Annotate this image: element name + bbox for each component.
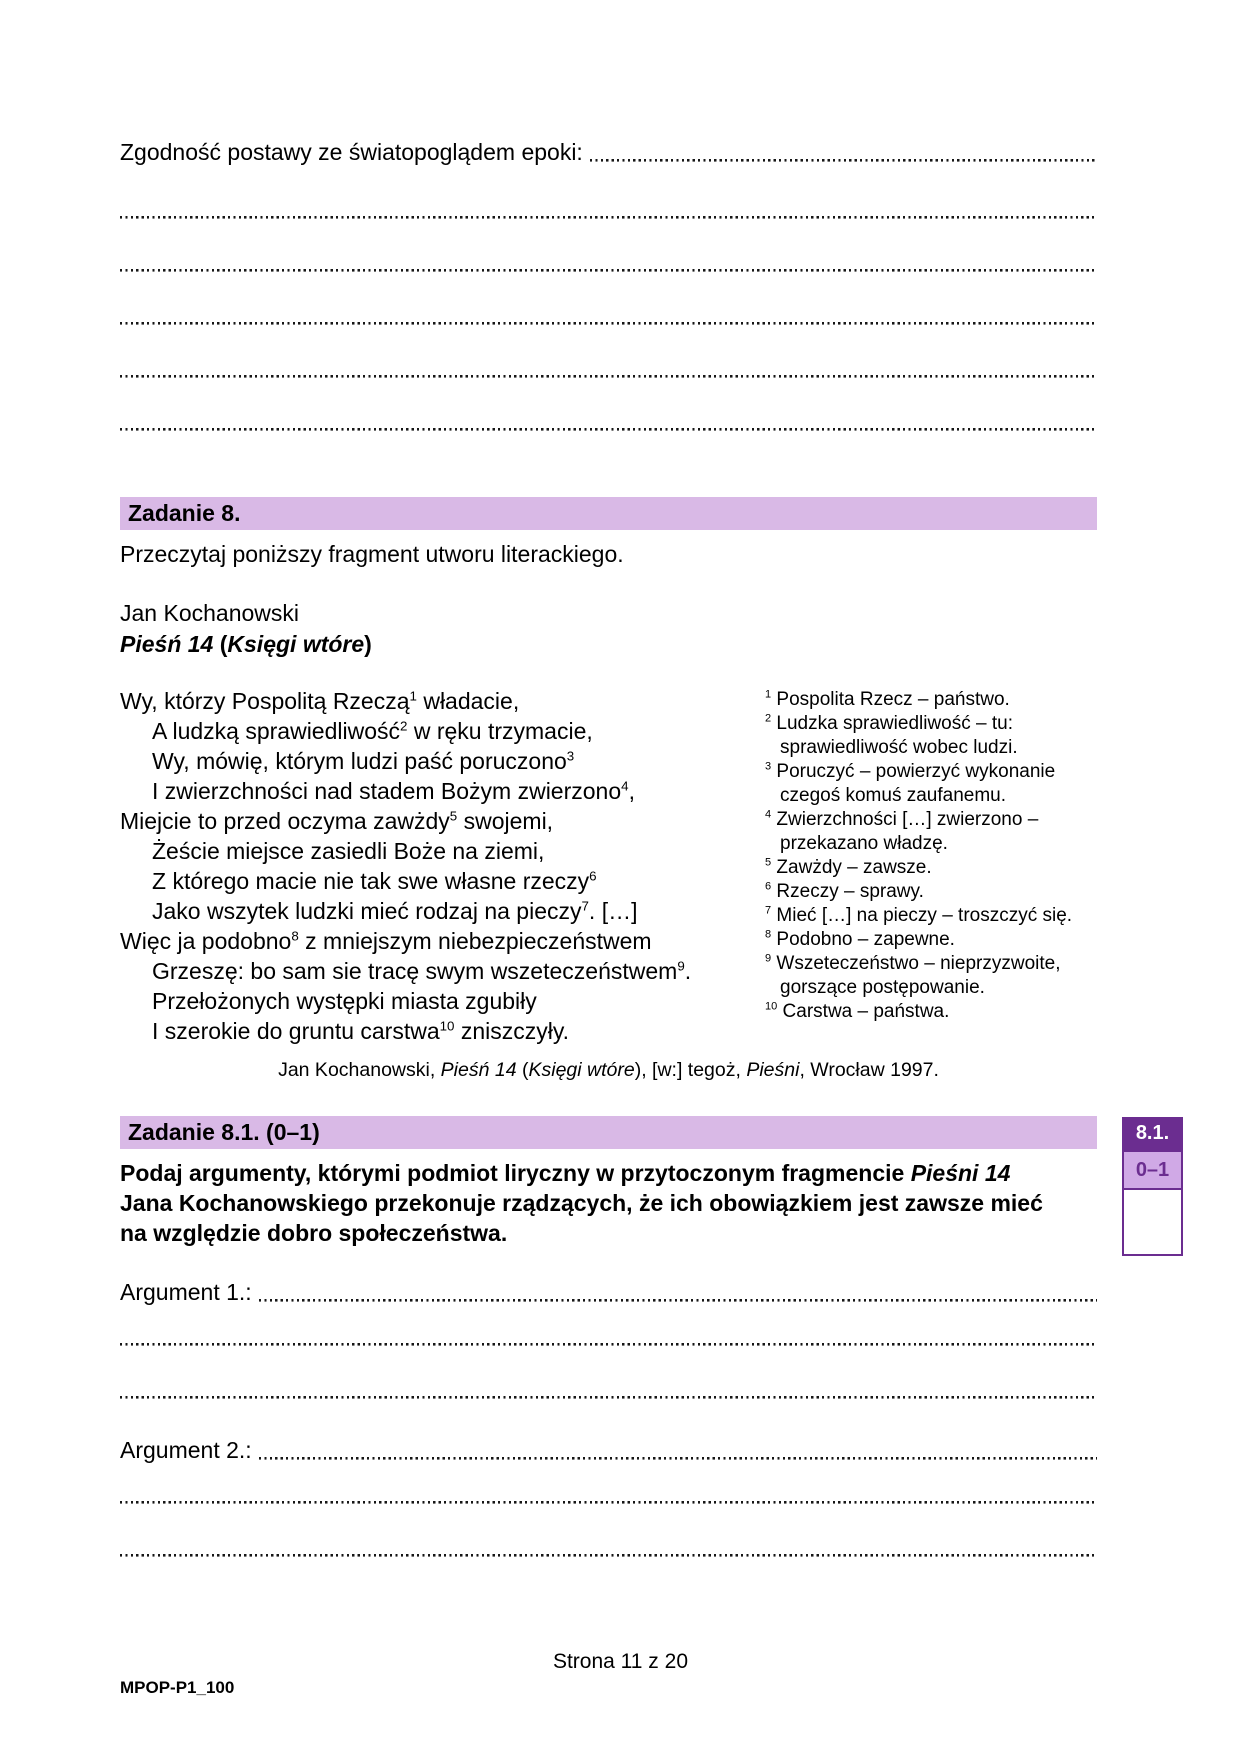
previous-task-answer-label-line — [120, 138, 1097, 166]
poem-line: A ludzką sprawiedliwość$^2$ w ręku trzymacie, — [152, 718, 593, 744]
task-8-header: Zadanie 8. — [120, 497, 1097, 530]
footnote-item: $^1$ Pospolita Rzecz – państwo. — [765, 688, 1010, 710]
exam-form-code: MPOP-P1_100 — [120, 1678, 235, 1697]
poem-text — [120, 686, 765, 1046]
previous-task-label: Zgodność postawy ze światopoglądem epoki: — [120, 139, 583, 165]
answer-line — [120, 1464, 1097, 1504]
footnote-item: $^7$ Mieć […] na pieczy – troszczyć się. — [765, 904, 1073, 926]
answer-dotted-filler — [259, 1278, 1097, 1306]
poem-line: Wy, którzy Pospolitą Rzeczą$^1$ władacie, — [120, 688, 520, 714]
answer-line — [120, 1346, 1097, 1399]
page-number: Strona 11 z 20 — [552, 1650, 689, 1673]
task-8-intro: Przeczytaj poniższy fragment utworu literackiego. — [120, 541, 624, 567]
task-8-1-header: Zadanie 8.1. (0–1) — [120, 1116, 1097, 1149]
argument-1-block — [120, 1276, 1097, 1399]
task-8-1-question: Podaj argumenty, którymi podmiot liryczny w przytoczonym fragmencie Pieśni 14 Jana Kochanowskiego przekonuje rządzących, że ich obowiązkiem jest zawsze mieć na względzie dobro społeczeństwa. — [120, 1160, 1043, 1246]
score-box — [1122, 1117, 1183, 1256]
argument-2-block — [120, 1434, 1097, 1557]
answer-line — [120, 219, 1097, 272]
poem-line: Więc ja podobno$^8$ z mniejszym niebezpieczeństwem — [120, 928, 652, 954]
argument-1-answer-line — [120, 1276, 1097, 1306]
argument-2-answer-line — [120, 1434, 1097, 1464]
footnote-item: $^8$ Podobno – zapewne. — [765, 928, 955, 950]
poem-line: Grzeszę: bo sam sie tracę swym wszeteczeństwem$^9$. — [152, 958, 692, 984]
footnote-item: $^{10}$ Carstwa – państwa. — [765, 1000, 950, 1022]
answer-line — [120, 272, 1097, 325]
poem-author: Jan Kochanowski — [120, 600, 299, 626]
answer-line — [120, 166, 1097, 219]
poem-line: Żeście miejsce zasiedli Boże na ziemi, — [152, 838, 545, 864]
answer-line — [120, 1504, 1097, 1557]
poem-line: Wy, mówię, którym ludzi paść poruczono$^3$ — [152, 748, 575, 774]
answer-line — [120, 378, 1097, 431]
footnote-item: $^6$ Rzeczy – sprawy. — [765, 880, 924, 902]
poem-line: Miejcie to przed oczyma zawżdy$^5$ swojemi, — [120, 808, 554, 834]
poem-line: Przełożonych występki miasta zgubiły — [152, 988, 537, 1014]
poem-line: Z którego macie nie tak swe własne rzeczy$^6$ — [152, 868, 597, 894]
poem-line: Jako wszytek ludzki mieć rodzaj na pieczy$^7$. […] — [152, 898, 638, 924]
argument-2-label: Argument 2.: — [120, 1437, 252, 1463]
footnote-item: $^9$ Wszeteczeństwo – nieprzyzwoite, gorszące postępowanie. — [765, 952, 1061, 998]
footnote-item: $^2$ Ludzka sprawiedliwość – tu: sprawiedliwość wobec ludzi. — [765, 712, 1018, 758]
footnote-item: $^5$ Zawżdy – zawsze. — [765, 856, 932, 878]
score-box-task-id: 8.1. — [1122, 1117, 1183, 1150]
answer-dotted-filler — [259, 1436, 1097, 1464]
answer-dotted-filler — [590, 138, 1097, 166]
footnote-item: $^3$ Poruczyć – powierzyć wykonanie czegoś komuś zaufanemu. — [765, 760, 1056, 806]
score-box-points-range: 0–1 — [1122, 1150, 1183, 1190]
footnotes — [765, 686, 1097, 1046]
source-citation: Jan Kochanowski, Pieśń 14 (Księgi wtóre), [w:] tegoż, Pieśni, Wrocław 1997. — [278, 1059, 939, 1081]
score-box-empty-cell — [1122, 1190, 1183, 1256]
answer-line — [120, 1306, 1097, 1346]
argument-1-label: Argument 1.: — [120, 1279, 252, 1305]
footnote-item: $^4$ Zwierzchności […] zwierzono – przekazano władzę. — [765, 808, 1039, 854]
poem-title: Pieśń 14 (Księgi wtóre) — [120, 631, 372, 657]
answer-line — [120, 325, 1097, 378]
poem-line: I szerokie do gruntu carstwa$^{10}$ zniszczyły. — [152, 1018, 570, 1044]
poem-and-footnotes — [120, 686, 1097, 1046]
poem-line: I zwierzchności nad stadem Bożym zwierzono$^4$, — [152, 778, 635, 804]
